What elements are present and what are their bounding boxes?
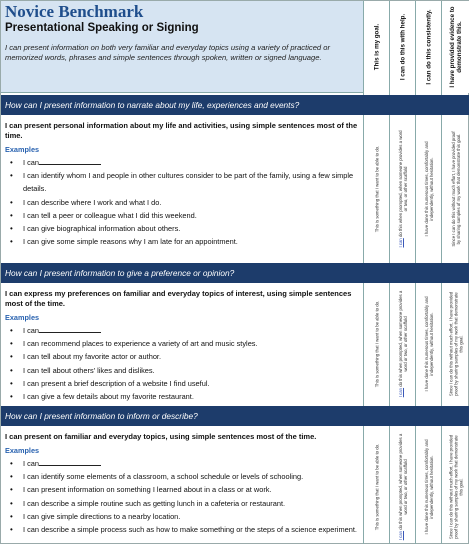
can-do-statement: I can present personal information about my life and activities, using simple sentences most of the time. bbox=[5, 121, 358, 140]
column-header-evidence: I have provided evidence to demonstrate this. bbox=[441, 1, 469, 93]
fill-in-blank[interactable] bbox=[39, 458, 101, 466]
example-item: • I can bbox=[5, 156, 361, 169]
example-item: • I can present information on something I learned about in a class or at work. bbox=[5, 483, 361, 496]
section-question-bar: How can I present information to inform or describe? bbox=[1, 406, 469, 426]
consistent-checkbox[interactable]: I have done this numerous times, comfortably and independently, without hesitation. bbox=[423, 438, 434, 535]
column-header-consistent: I can do this consistently. bbox=[415, 1, 441, 93]
evidence-checkbox[interactable]: Since I can do this without much effort, I have provided proof by sharing samples of my work that demonstrate this goal. bbox=[451, 131, 461, 247]
section-question-bar: How can I present information to narrate about my life, experiences and events? bbox=[1, 95, 469, 115]
examples-list bbox=[5, 457, 361, 536]
goal-checkbox[interactable]: This is something that I want to be able to do. bbox=[374, 145, 379, 233]
column-header-help: I can do this with help. bbox=[389, 1, 415, 93]
example-item: • I can recommend places to experience a variety of art and music styles. bbox=[5, 337, 361, 350]
section-preference bbox=[5, 289, 361, 403]
consistent-checkbox[interactable]: I have done this numerous times, comfortably and independently, without hesitation. bbox=[423, 141, 434, 237]
examples-label: Examples bbox=[5, 313, 40, 322]
example-item: • I can describe a simple routine such as getting lunch in a cafeteria or restaurant. bbox=[5, 497, 361, 510]
help-checkbox[interactable]: I can do this when prompted, when someone provides a word or two, or other scaffold bbox=[397, 433, 408, 540]
fill-in-blank[interactable] bbox=[39, 157, 101, 165]
fill-in-blank[interactable] bbox=[39, 325, 101, 333]
example-item: • I can present a brief description of a website I find useful. bbox=[5, 377, 361, 390]
example-item: • I can describe a simple process such as how to make something or the steps of a science experiment. bbox=[5, 523, 361, 536]
evidence-checkbox[interactable]: Since I can do this without much effort, I have provided proof by sharing samples of my work that demonstrate this goal. bbox=[448, 291, 464, 397]
header-text bbox=[5, 3, 363, 63]
intro-text: I can present information on both very familiar and everyday topics using a variety of practiced or memorized words, phrases and simple sentences through spoken, written or signed language. bbox=[5, 43, 331, 62]
help-checkbox[interactable]: I can do this when prompted, when someone provides a word or two, or other scaffold bbox=[397, 130, 408, 248]
examples-label: Examples bbox=[5, 446, 40, 455]
section-question-bar: How can I present information to give a preference or opinion? bbox=[1, 263, 469, 283]
example-item: • I can tell about others' likes and dislikes. bbox=[5, 364, 361, 377]
examples-list bbox=[5, 156, 361, 248]
section-inform bbox=[5, 432, 361, 536]
can-do-statement: I can present on familiar and everyday topics, using simple sentences most of the time. bbox=[5, 432, 317, 441]
example-item: • I can tell a peer or colleague what I did this weekend. bbox=[5, 209, 361, 222]
example-item: • I can describe where I work and what I do. bbox=[5, 196, 361, 209]
example-item: • I can tell about my favorite actor or author. bbox=[5, 350, 361, 363]
example-item: • I can identify some elements of a classroom, a school schedule or levels of schooling. bbox=[5, 470, 361, 483]
page-title: Novice Benchmark bbox=[5, 2, 144, 21]
example-item: • I can give some simple reasons why I am late for an appointment. bbox=[5, 235, 361, 248]
goal-checkbox[interactable]: This is something that I want to be able to do. bbox=[374, 443, 379, 530]
page-subtitle: Presentational Speaking or Signing bbox=[5, 22, 199, 34]
consistent-checkbox[interactable]: I have done this numerous times, comfortably and independently, without hesitation. bbox=[423, 296, 434, 392]
example-item: • I can bbox=[5, 324, 361, 337]
examples-list bbox=[5, 324, 361, 403]
example-item: • I can bbox=[5, 457, 361, 470]
examples-label: Examples bbox=[5, 145, 40, 154]
example-item: • I can give simple directions to a nearby location. bbox=[5, 510, 361, 523]
can-do-statement: I can express my preferences on familiar and everyday topics of interest, using simple sentences most of the time. bbox=[5, 289, 352, 308]
evidence-checkbox[interactable]: Since I can do this without much effort, I have provided proof by sharing samples of my work that demonstrate this goal. bbox=[448, 434, 464, 539]
example-item: • I can give biographical information about others. bbox=[5, 222, 361, 235]
section-narrate bbox=[5, 121, 361, 248]
goal-checkbox[interactable]: This is something that I want to be able to do. bbox=[374, 300, 379, 388]
help-checkbox[interactable]: I can do this when prompted, when someone provides a word or two, or other scaffold bbox=[397, 290, 408, 398]
column-header-goal: This is my goal. bbox=[363, 1, 389, 93]
example-item: • I can give a few details about my favorite restaurant. bbox=[5, 390, 361, 403]
example-item: • I can identify whom I and people in other cultures consider to be part of the family, using a few simple details. bbox=[5, 169, 361, 195]
